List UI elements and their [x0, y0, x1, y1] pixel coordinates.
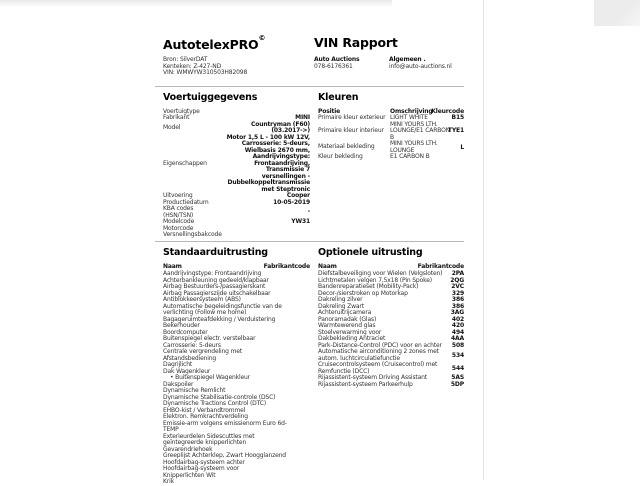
equipment-item-code: 5DP	[450, 380, 464, 388]
colors-row	[318, 122, 464, 142]
equipment-item	[163, 304, 310, 317]
equipment-item-name: Bandenreparatieset (Mobility-Pack)	[318, 283, 419, 291]
vehicle-row	[163, 135, 310, 194]
vehicle-section-title: Voertuiggegevens	[163, 91, 258, 103]
vehicle-row-label: Versnellingsbakcode	[163, 231, 222, 239]
vehicle-row-label: Motorcode	[163, 224, 194, 232]
colors-header-position: Positie	[318, 107, 341, 115]
equipment-item-name: Krik	[163, 478, 174, 486]
optional-equipment-list	[318, 271, 464, 388]
color-position: Materiaal bekleding	[318, 143, 375, 151]
color-description: LIGHT WHITE	[390, 114, 428, 122]
colors-row	[318, 154, 464, 161]
vehicle-row-label: Model	[163, 123, 181, 131]
standard-equipment-list	[163, 271, 310, 486]
optional-header-name: Naam	[318, 262, 337, 270]
equipment-item-name: Dagrijlicht	[163, 361, 193, 369]
equipment-item-name: Exterieurdelen Sidescuttles met geïntegreerde knipperlichten	[163, 432, 255, 447]
standard-equipment-section	[163, 242, 310, 486]
equipment-item-code: 508	[451, 341, 464, 349]
equipment-item-code: 2VC	[451, 283, 464, 291]
equipment-item-name: Emissie-arm volgens emissienorm Euro 6d-TEMP	[163, 419, 287, 434]
equipment-item-name: Centrale vergrendeling met Afstandsbediening	[163, 348, 243, 362]
equipment-item	[163, 421, 310, 434]
equipment-item-code: 420	[451, 322, 464, 330]
equipment-item-name: Lichtmetalen velgen 7,5x18 (Pin Spoke)	[318, 276, 432, 284]
copyright-mark: ©	[258, 34, 266, 42]
app-title: AutotelexPRO©	[163, 34, 266, 53]
report-content	[163, 0, 464, 486]
equipment-item-name: Panoramadak (Glas)	[318, 315, 377, 323]
equipment-item-name: Elektron. Remkrachtverdeling	[163, 413, 248, 421]
color-description: MINI YOURS LTH. LOUNGE	[390, 140, 438, 154]
contact-phone: 078-6176361	[314, 62, 353, 70]
vehicle-row-label: Uitvoering	[163, 192, 193, 200]
equipment-item	[163, 479, 310, 486]
equipment-item-code: 3AG	[450, 309, 464, 317]
colors-section	[318, 87, 464, 239]
equipment-item-name: Carrosserie: 5-deurs	[163, 341, 221, 349]
section-vehicle-and-colors	[163, 87, 464, 239]
equipment-item-name: Warmtewerend glas	[318, 322, 376, 330]
equipment-item	[163, 434, 310, 447]
equipment-item-code: 386	[451, 296, 464, 304]
equipment-item-name: Buitenspiegel electr. verstelbaar	[163, 335, 256, 343]
equipment-item-name: Rijassistent-systeem Driving Assistant	[318, 374, 428, 382]
optional-equipment-section	[318, 242, 464, 486]
equipment-item-name: Dakbekleding Antraciet	[318, 335, 386, 343]
vehicle-row-label: Fabrikant	[163, 114, 190, 122]
vehicle-row	[163, 232, 310, 239]
equipment-item-name: Achteruitrijcamera	[318, 309, 372, 317]
general-label: Algemeen .	[389, 56, 426, 63]
equipment-item-name: Dakreling Zwart	[318, 302, 364, 310]
equipment-item-name: Greeplijst Achterklep, Zwart Hoogglanzend	[163, 452, 286, 460]
equipment-item-name: Achterbankleuning gedeeld/klapbaar	[163, 276, 269, 284]
equipment-item-name: Hoofdairbag-systeem achter	[163, 458, 245, 466]
equipment-item-code: 2PA	[451, 270, 464, 278]
standard-equipment-title: Standaarduitrusting	[163, 246, 268, 258]
vehicle-row	[163, 122, 310, 135]
vehicle-section	[163, 87, 310, 239]
equipment-item-name: Bekerhouder	[163, 322, 200, 330]
color-position: Primaire kleur interieur	[318, 127, 384, 135]
equipment-item	[318, 382, 464, 389]
meta-line: Bron: SilverDAT	[163, 56, 208, 64]
equipment-item-code: 386	[451, 302, 464, 310]
equipment-item-name: Stoelverwarming voor	[318, 328, 382, 336]
equipment-item-name: Knipperlichten Wit	[163, 471, 216, 479]
standard-header-code: Fabrikantcode	[263, 262, 310, 270]
report-header	[163, 36, 464, 77]
vehicle-row-value: Cooper	[286, 192, 310, 200]
color-code: B15	[451, 114, 464, 122]
vehicle-row-label: KBA codes (HSN/TSN)	[163, 205, 194, 219]
equipment-item-code: 5AS	[451, 374, 464, 382]
standard-header-name: Naam	[163, 262, 182, 270]
equipment-item-name: Hoofdairbag-systeem voor	[163, 465, 240, 473]
equipment-item-name: Rijassistent-systeem Parkeerhulp	[318, 380, 413, 388]
equipment-item-code: 402	[451, 315, 464, 323]
equipment-item-name: Diefstalbeveiliging voor Wielen (Velgsloten)	[318, 270, 443, 278]
equipment-item-name: Dakreling zilver	[318, 296, 363, 304]
vehicle-row-value: 10-05-2019	[273, 198, 310, 206]
optional-equipment-title: Optionele uitrusting	[318, 246, 423, 258]
color-code: TYE1	[447, 127, 464, 135]
colors-header-code: Kleurcode	[431, 107, 464, 115]
color-position: Primaire kleur exterieur	[318, 114, 386, 122]
vehicle-row-value: Countryman (F60)(03.2017->)	[250, 120, 310, 135]
equipment-item-name: Bagageruimteafdekking / Verduistering	[163, 315, 276, 323]
scan-artifact-line	[483, 0, 484, 480]
report-title: VIN Rapport	[314, 35, 398, 50]
equipment-item-name: • Buitenspiegel Wagenkleur	[163, 375, 293, 382]
equipment-item-name: Automatische airconditioning 2 zones met autom. luchtcirculatiefunctie	[318, 348, 439, 362]
equipment-item-code: 2QG	[450, 276, 464, 284]
equipment-item-name: Dakspoiler	[163, 380, 194, 388]
equipment-item-name: Aandrijvingstype: Frontaandrijving	[163, 270, 262, 278]
vehicle-row-label: Eigenschappen	[163, 159, 207, 167]
contact-company-name: Auto Auctions	[314, 56, 360, 63]
equipment-item-name: Antiblokkeersysteem (ABS)	[163, 296, 241, 304]
equipment-item-code: 544	[451, 364, 464, 372]
equipment-item-name: Airbag Passagierszijde uitschakelbaar	[163, 289, 271, 297]
colors-section-title: Kleuren	[318, 91, 359, 103]
equipment-item-name: Dak Wagenkleur	[163, 367, 211, 375]
meta-line: Kenteken: Z-427-ND	[163, 62, 222, 70]
scan-artifact-corner	[594, 0, 640, 26]
color-code: L	[460, 143, 464, 151]
equipment-item-name: Dynamische Stabilisatie-controle (DSC)	[163, 393, 276, 401]
equipment-item-name: Decor-/sierstroken op Motorkap	[318, 289, 408, 297]
vehicle-row-value: YW31	[291, 218, 310, 226]
vehicle-row-label: Voertuigtype	[163, 107, 200, 115]
equipment-item-name: Dynamische Tractions Control (DTC)	[163, 400, 267, 408]
contact-block-general	[389, 57, 464, 70]
equipment-item-name: Cruisecontrolsysteem (Cruisecontrol) met Remfunctie (DCC)	[318, 361, 438, 375]
optional-header-code: Fabrikantcode	[417, 262, 464, 270]
color-position: Kleur bekleding	[318, 153, 363, 161]
equipment-item-code: 494	[451, 328, 464, 336]
general-email: info@auto-auctions.nl	[389, 62, 452, 70]
contact-blocks	[314, 57, 464, 70]
equipment-item-name: Automatische begeleidingsfunctie van de verlichting (Follow me home)	[163, 302, 282, 317]
document-meta	[163, 57, 306, 77]
section-equipment	[163, 242, 464, 486]
equipment-item-code: 329	[451, 289, 464, 297]
colors-header-description: Omschrijving	[390, 107, 433, 115]
contact-block-company	[314, 57, 389, 70]
vehicle-row-label: Modelcode	[163, 218, 195, 226]
vehicle-row-value: MINI	[295, 114, 310, 122]
equipment-item-name: Park-Distance-Control (PDC) voor en achter	[318, 341, 442, 349]
equipment-item-code: 534	[451, 351, 464, 359]
color-description: E1 CARBON B	[390, 153, 430, 161]
equipment-item-name: EHBO-kist / Verbandtrommel	[163, 406, 246, 414]
meta-line: VIN: WMWYW310503H82098	[163, 69, 248, 77]
colors-table	[318, 115, 464, 161]
equipment-item-name: Airbag Bestuurders-/passagierskant	[163, 283, 266, 291]
color-description: MINI YOURS LTH. LOUNGE/E1 CARBON B	[390, 120, 450, 141]
equipment-item-name: Boordcomputer	[163, 328, 208, 336]
vehicle-row-label: Productiedatum	[163, 198, 209, 206]
vehicle-row-value: Motor 1,5 L - 100 kW 12V, Carrosserie: 5-deurs, Wielbasis 2670 mm, Aandrijvingstype: Frontaandrijving, Transmissie 7 versnellingen - Dubbelkoppeltransmissie met Steptronic	[226, 133, 310, 193]
equipment-item-name: Dynamische Remlicht	[163, 387, 226, 395]
equipment-item-code: 4AA	[450, 335, 464, 343]
vehicle-row-value: -	[307, 208, 310, 216]
vehicle-details-table	[163, 109, 310, 239]
equipment-item-name: Gevarendriehoek	[163, 445, 213, 453]
